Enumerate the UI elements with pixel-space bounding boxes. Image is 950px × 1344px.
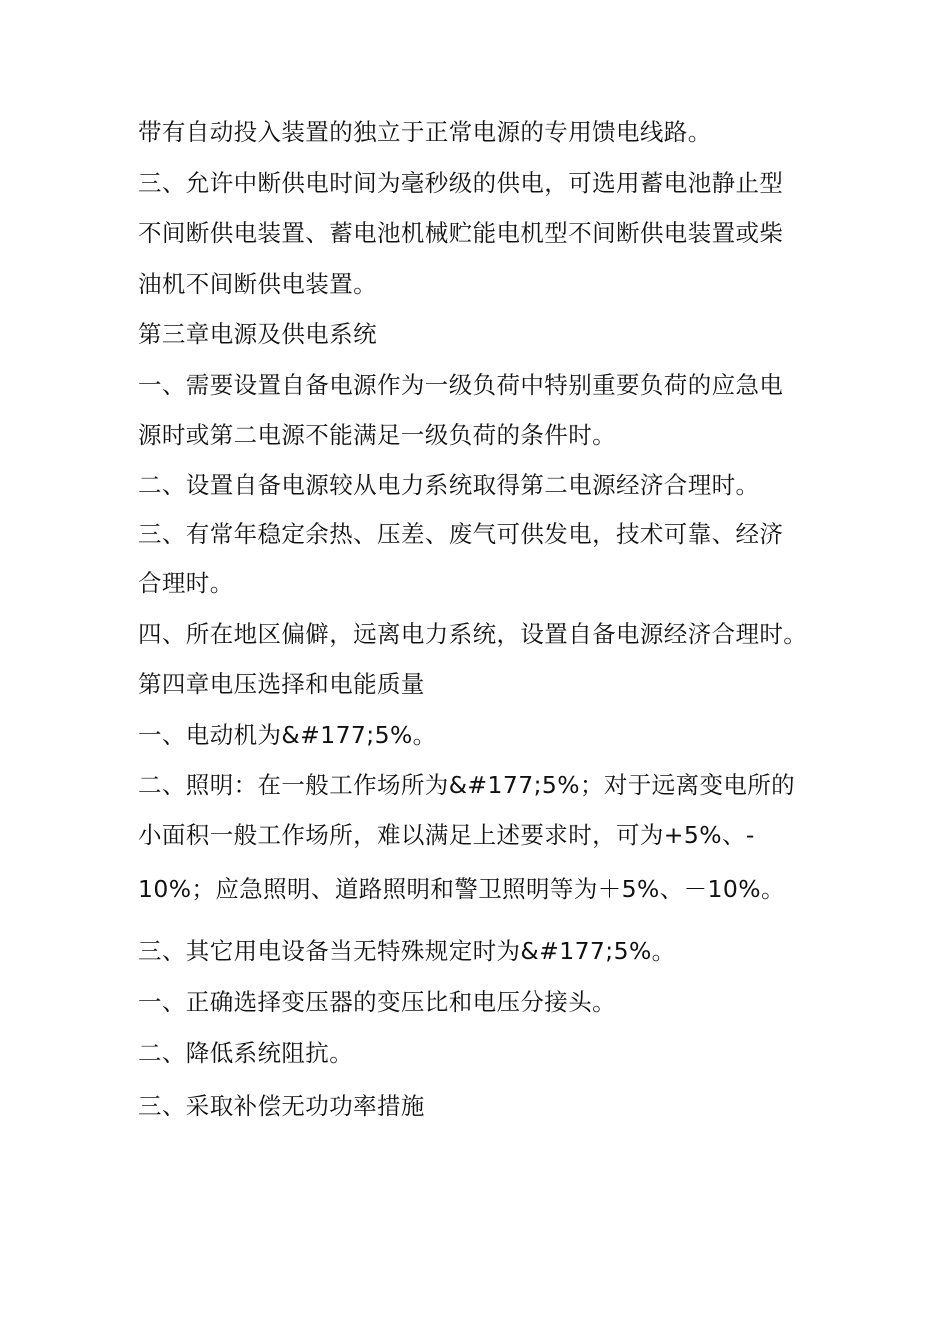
text-line: 二、降低系统阻抗。 bbox=[138, 1039, 354, 1067]
text-line: 三、采取补偿无功功率措施 bbox=[138, 1092, 425, 1120]
text-line: 10%；应急照明、道路照明和警卫照明等为＋5%、－10%。 bbox=[138, 875, 785, 903]
text-line: 合理时。 bbox=[138, 569, 234, 597]
text-line: 带有自动投入装置的独立于正常电源的专用馈电线路。 bbox=[138, 118, 712, 146]
text-line: 一、需要设置自备电源作为一级负荷中特别重要负荷的应急电 bbox=[138, 371, 784, 399]
text-line: 二、照明：在一般工作场所为&#177;5%；对于远离变电所的 bbox=[138, 771, 796, 799]
chapter-heading: 第四章电压选择和电能质量 bbox=[138, 670, 425, 698]
text-line: 四、所在地区偏僻，远离电力系统，设置自备电源经济合理时。 bbox=[138, 620, 808, 648]
text-line: 一、正确选择变压器的变压比和电压分接头。 bbox=[138, 988, 616, 1016]
chapter-heading: 第三章电源及供电系统 bbox=[138, 320, 377, 348]
text-line: 不间断供电装置、蓄电池机械贮能电机型不间断供电装置或柴 bbox=[138, 219, 784, 247]
text-line: 三、有常年稳定余热、压差、废气可供发电，技术可靠、经济 bbox=[138, 520, 784, 548]
text-line: 油机不间断供电装置。 bbox=[138, 270, 377, 298]
text-line: 源时或第二电源不能满足一级负荷的条件时。 bbox=[138, 421, 616, 449]
text-line: 三、允许中断供电时间为毫秒级的供电，可选用蓄电池静止型 bbox=[138, 169, 784, 197]
text-line: 三、其它用电设备当无特殊规定时为&#177;5%。 bbox=[138, 937, 676, 965]
text-line: 二、设置自备电源较从电力系统取得第二电源经济合理时。 bbox=[138, 471, 760, 499]
text-line: 小面积一般工作场所，难以满足上述要求时，可为+5%、- bbox=[138, 821, 755, 849]
text-line: 一、电动机为&#177;5%。 bbox=[138, 721, 437, 749]
